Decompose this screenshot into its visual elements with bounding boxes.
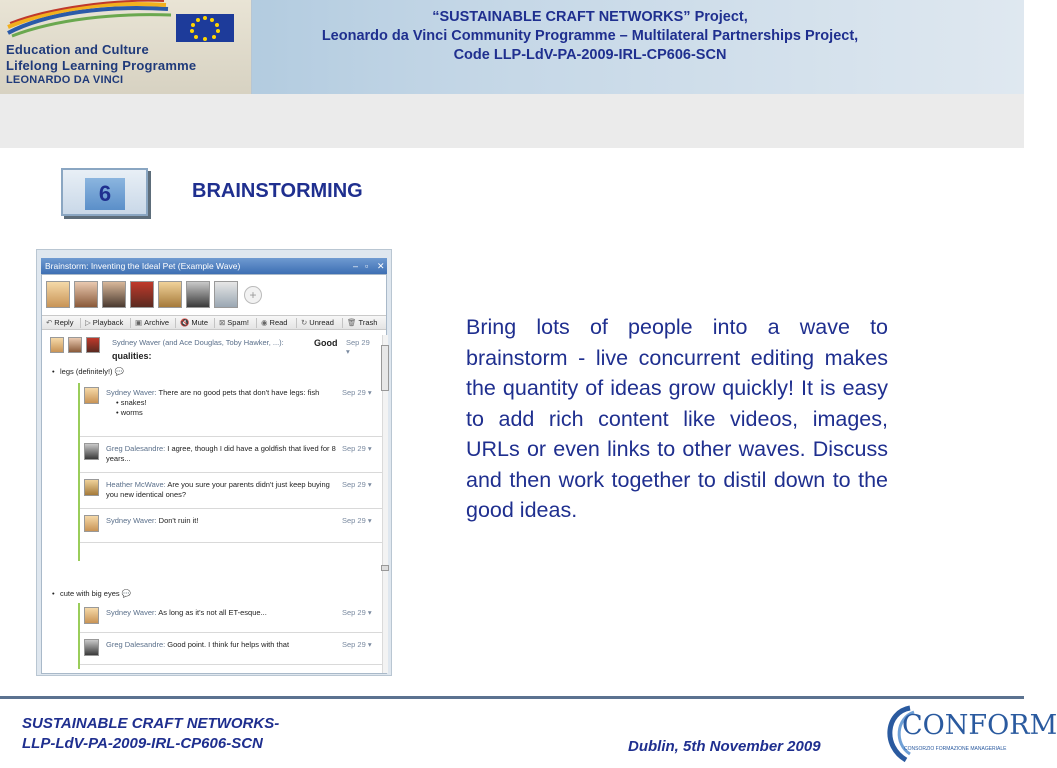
- reply-author: Heather McWave:: [106, 480, 166, 489]
- reply-blip[interactable]: [80, 603, 382, 633]
- playback-button[interactable]: [85, 318, 123, 327]
- avatar: [84, 607, 99, 624]
- header-project-title: [260, 8, 920, 65]
- reply-author: Sydney Waver:: [106, 516, 157, 525]
- bullet-text: legs (definitely!): [60, 367, 113, 376]
- reply-blip[interactable]: [80, 439, 382, 473]
- unread-label: Unread: [309, 318, 334, 327]
- minimize-icon[interactable]: –: [353, 261, 359, 271]
- reply-body: There are no good pets that don't have legs: fish: [158, 388, 320, 397]
- reply-author: Sydney Waver:: [106, 388, 157, 397]
- sub-list-item: • worms: [116, 408, 143, 417]
- toolbar-divider: [175, 318, 176, 328]
- conform-logo-word: CONFORM: [902, 710, 1057, 741]
- slide-body-text: Bring lots of people into a wave to brainstorm - live concurrent editing makes the quantity of ideas grow quickly! It is easy to add rich content like videos, images, URLs or even links to other waves. Discuss and then work together to distil down to the good ideas.: [466, 315, 888, 522]
- toolbar-divider: [80, 318, 81, 328]
- avatar: [84, 639, 99, 656]
- reply-body: As long as it's not all ET-esque...: [158, 608, 267, 617]
- slide-number-badge: [85, 178, 125, 210]
- toolbar-divider: [214, 318, 215, 328]
- avatar: [84, 515, 99, 532]
- slide-number-box: [61, 168, 148, 216]
- blip-date[interactable]: Sep 29 ▾: [346, 338, 370, 356]
- sub-list-text: worms: [120, 408, 143, 417]
- footer-project-line: LLP-LdV-PA-2009-IRL-CP606-SCN: [22, 735, 263, 752]
- reply-body: Good point. I think fur helps with that: [167, 640, 290, 649]
- archive-icon: ▣: [135, 318, 143, 327]
- close-icon[interactable]: ✕: [377, 261, 385, 271]
- wave-panel: [41, 274, 387, 674]
- reply-blip[interactable]: [80, 475, 382, 509]
- blip-date[interactable]: Sep 29 ▾: [342, 388, 372, 397]
- slide-title: BRAINSTORMING: [192, 180, 363, 202]
- blip-date[interactable]: Sep 29 ▾: [342, 608, 372, 617]
- list-item: [60, 589, 131, 598]
- play-icon: ▷: [85, 318, 91, 327]
- toolbar-divider: [256, 318, 257, 328]
- reply-text: [106, 640, 338, 650]
- avatar: [84, 387, 99, 404]
- scrollbar-thumb[interactable]: [381, 345, 389, 391]
- avatar: [68, 337, 82, 353]
- reply-icon: ↶: [46, 318, 53, 327]
- reply-body: Are you sure your parents didn't just keep buying you new identical ones?: [106, 480, 330, 499]
- read-button[interactable]: [261, 318, 287, 327]
- wave-scrollbar[interactable]: [382, 335, 388, 673]
- spam-label: Spam!: [227, 318, 249, 327]
- toolbar-divider: [296, 318, 297, 328]
- blip-date[interactable]: Sep 29 ▾: [342, 444, 372, 453]
- header-title-line: Leonardo da Vinci Community Programme – Multilateral Partnerships Project,: [321, 28, 859, 44]
- root-blip-text: qualities:: [112, 351, 152, 361]
- reply-body: I agree, though I did have a goldfish that lived for 8 years...: [106, 444, 336, 463]
- blip-date[interactable]: Sep 29 ▾: [342, 516, 372, 525]
- mute-label: Mute: [191, 318, 209, 327]
- playback-label: Playback: [92, 318, 124, 327]
- avatar[interactable]: [102, 281, 126, 308]
- logo-line-3: LEONARDO DA VINCI: [6, 74, 124, 86]
- toolbar-divider: [130, 318, 131, 328]
- chat-bubble-icon: 💬: [114, 367, 124, 376]
- read-label: Read: [269, 318, 288, 327]
- reply-body: Don't ruin it!: [158, 516, 199, 525]
- reply-author: Greg Dalesandre:: [106, 640, 166, 649]
- wave-window-title: Brainstorm: Inventing the Ideal Pet (Example Wave): [45, 261, 241, 271]
- reply-text: [106, 388, 338, 418]
- reply-label: Reply: [54, 318, 74, 327]
- reply-blip[interactable]: [80, 635, 382, 665]
- avatar[interactable]: [186, 281, 210, 308]
- maximize-icon[interactable]: ▫: [365, 261, 369, 271]
- mute-button[interactable]: [180, 318, 208, 327]
- reply-blip[interactable]: [80, 383, 382, 437]
- wave-screenshot: [36, 249, 392, 676]
- wave-toolbar: [42, 315, 386, 330]
- reply-text: [106, 444, 338, 464]
- reply-text: [106, 480, 338, 500]
- logo-line-2: Lifelong Learning Programme: [6, 58, 197, 73]
- toolbar-divider: [342, 318, 343, 328]
- avatar: [84, 443, 99, 460]
- reply-thread: [78, 383, 382, 561]
- swoosh-logo-icon: [6, 3, 176, 37]
- avatar: [86, 337, 100, 353]
- footer-project: [22, 714, 279, 754]
- header-title-line: Code LLP-LdV-PA-2009-IRL-CP606-SCN: [453, 47, 727, 63]
- header-band: [0, 0, 1024, 94]
- read-icon: ◉: [261, 318, 268, 327]
- conform-logo-sub: CONSORZIO FORMAZIONE MANAGERIALE: [904, 746, 1007, 752]
- sub-list-text: snakes!: [120, 398, 147, 407]
- reply-author: Sydney Waver:: [106, 608, 157, 617]
- footer-date: Dublin, 5th November 2009: [628, 738, 821, 755]
- unread-icon: ↻: [301, 318, 308, 327]
- logo-line-1: Education and Culture: [6, 42, 149, 57]
- reply-text: [106, 516, 338, 526]
- trash-label: Trash: [358, 318, 378, 327]
- wave-titlebar: [41, 258, 387, 274]
- slide-number: 6: [98, 181, 112, 206]
- avatar[interactable]: [46, 281, 70, 308]
- root-blip-text: Good: [314, 338, 338, 348]
- header-subband: [0, 94, 1024, 148]
- eu-flag-icon: [176, 14, 234, 42]
- reply-blip[interactable]: [80, 511, 382, 543]
- spam-icon: ⊠: [219, 318, 226, 327]
- blip-date[interactable]: Sep 29 ▾: [342, 480, 372, 489]
- avatar: [50, 337, 64, 353]
- trash-button[interactable]: [347, 318, 377, 327]
- scrollbar-marker[interactable]: [381, 565, 389, 571]
- root-blip-authors: Sydney Waver (and Ace Douglas, Toby Hawker, ...):: [112, 338, 284, 347]
- footer-divider: [0, 696, 1024, 699]
- avatar[interactable]: [74, 281, 98, 308]
- footer-project-line: SUSTAINABLE CRAFT NETWORKS-: [22, 715, 280, 732]
- avatar[interactable]: [214, 281, 238, 308]
- unread-button[interactable]: [301, 318, 334, 327]
- reply-text: [106, 608, 338, 618]
- reply-thread: [78, 603, 382, 669]
- spam-button[interactable]: [219, 318, 249, 327]
- avatar[interactable]: [130, 281, 154, 308]
- archive-label: Archive: [144, 318, 170, 327]
- avatar[interactable]: [158, 281, 182, 308]
- root-blip[interactable]: [48, 335, 370, 365]
- bullet-text: cute with big eyes: [60, 589, 120, 598]
- list-item: [60, 367, 124, 376]
- chat-bubble-icon: 💬: [121, 589, 132, 598]
- add-participant-button[interactable]: +: [244, 286, 262, 304]
- mute-icon: 🔇: [180, 318, 190, 327]
- reply-author: Greg Dalesandre:: [106, 444, 166, 453]
- archive-button[interactable]: [135, 318, 169, 327]
- avatar: [84, 479, 99, 496]
- header-title-line: “SUSTAINABLE CRAFT NETWORKS” Project,: [432, 9, 748, 25]
- eu-llp-logo: [0, 0, 252, 94]
- reply-button[interactable]: [46, 318, 73, 327]
- conform-logo: [880, 702, 1057, 766]
- trash-icon: 🗑: [347, 318, 357, 327]
- sub-list-item: • snakes!: [116, 398, 147, 407]
- blip-date[interactable]: Sep 29 ▾: [342, 640, 372, 649]
